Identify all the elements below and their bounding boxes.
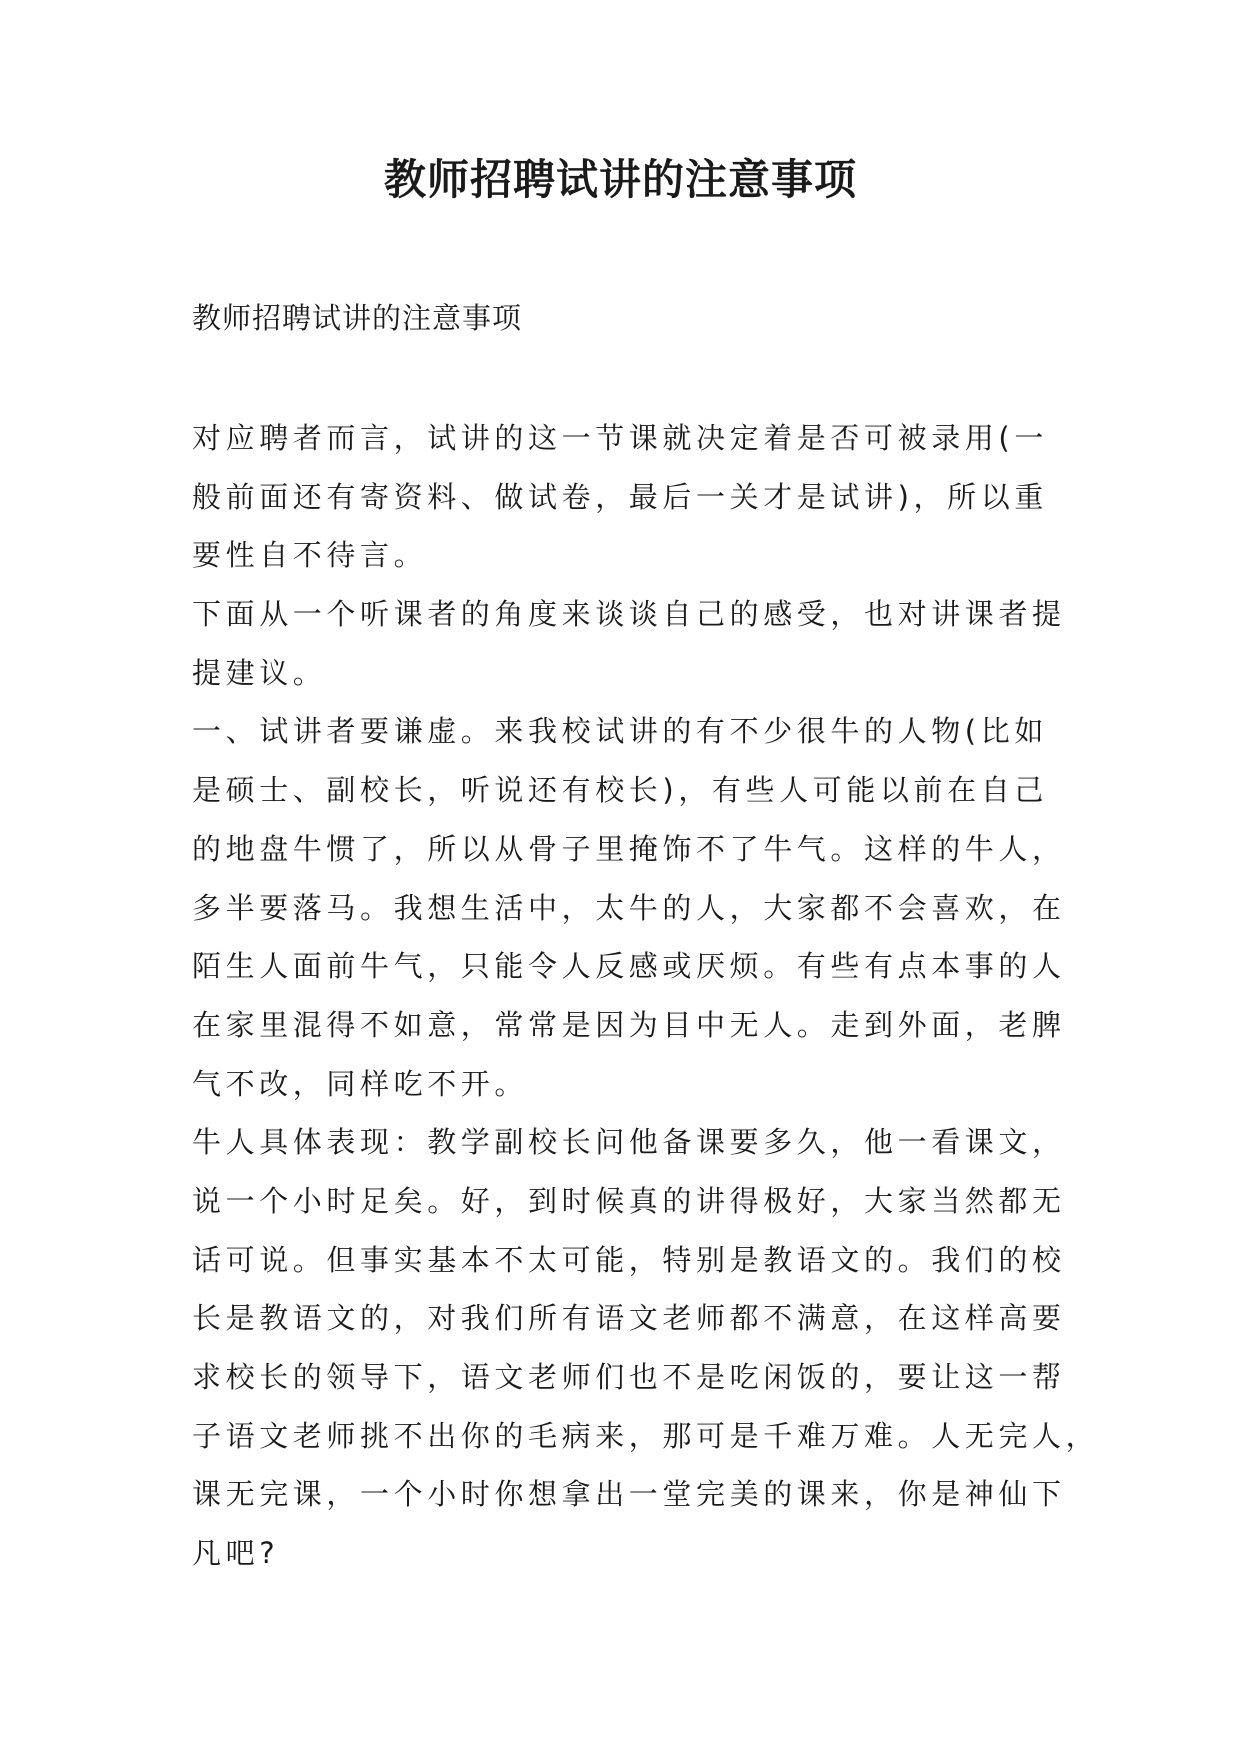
text-line: 要性自不待言。 [192, 538, 428, 573]
text-line: 求校长的领导下，语文老师们也不是吃闲饭的，要让这一帮 [192, 1360, 1066, 1394]
text-line: 在家里混得不如意，常常是因为目中无人。走到外面，老脾 [192, 1007, 1066, 1042]
text-line: 对应聘者而言，试讲的这一节课就决定着是否可被录用(一 [192, 421, 1048, 455]
page-title: 教师招聘试讲的注意事项 [383, 155, 857, 204]
document-subtitle: 教师招聘试讲的注意事项 [192, 301, 523, 335]
text-line: 多半要落马。我想生活中，太牛的人，大家都不会喜欢，在 [192, 890, 1066, 925]
text-line: 的地盘牛惯了，所以从骨子里掩饰不了牛气。这样的牛人， [192, 831, 1066, 866]
text-line: 提建议。 [192, 655, 327, 690]
text-line: 说一个小时足矣。好，到时候真的讲得极好，大家当然都无 [192, 1183, 1066, 1218]
text-line: 般前面还有寄资料、做试卷，最后一关才是试讲)，所以重 [192, 479, 1048, 514]
text-line: 凡吧? [192, 1536, 280, 1571]
text-line: 子语文老师挑不出你的毛病来，那可是千难万难。人无完人， [192, 1418, 1100, 1453]
text-line: 是硕士、副校长，听说还有校长)，有些人可能以前在自己 [192, 773, 1048, 808]
text-line: 话可说。但事实基本不太可能，特别是教语文的。我们的校 [192, 1242, 1066, 1277]
text-line: 下面从一个听课者的角度来谈谈自己的感受，也对讲课者提 [192, 597, 1066, 632]
body-text [192, 409, 1100, 1583]
text-line: 长是教语文的，对我们所有语文老师都不满意，在这样高要 [192, 1301, 1066, 1336]
text-line: 陌生人面前牛气，只能令人反感或厌烦。有些有点本事的人 [192, 949, 1066, 984]
text-line: 课无完课，一个小时你想拿出一堂完美的课来，你是神仙下 [192, 1477, 1066, 1512]
text-line: 牛人具体表现：教学副校长问他备课要多久，他一看课文， [192, 1125, 1066, 1160]
text-line: 一、试讲者要谦虚。来我校试讲的有不少很牛的人物(比如 [192, 714, 1048, 749]
text-line: 气不改，同样吃不开。 [192, 1066, 529, 1101]
